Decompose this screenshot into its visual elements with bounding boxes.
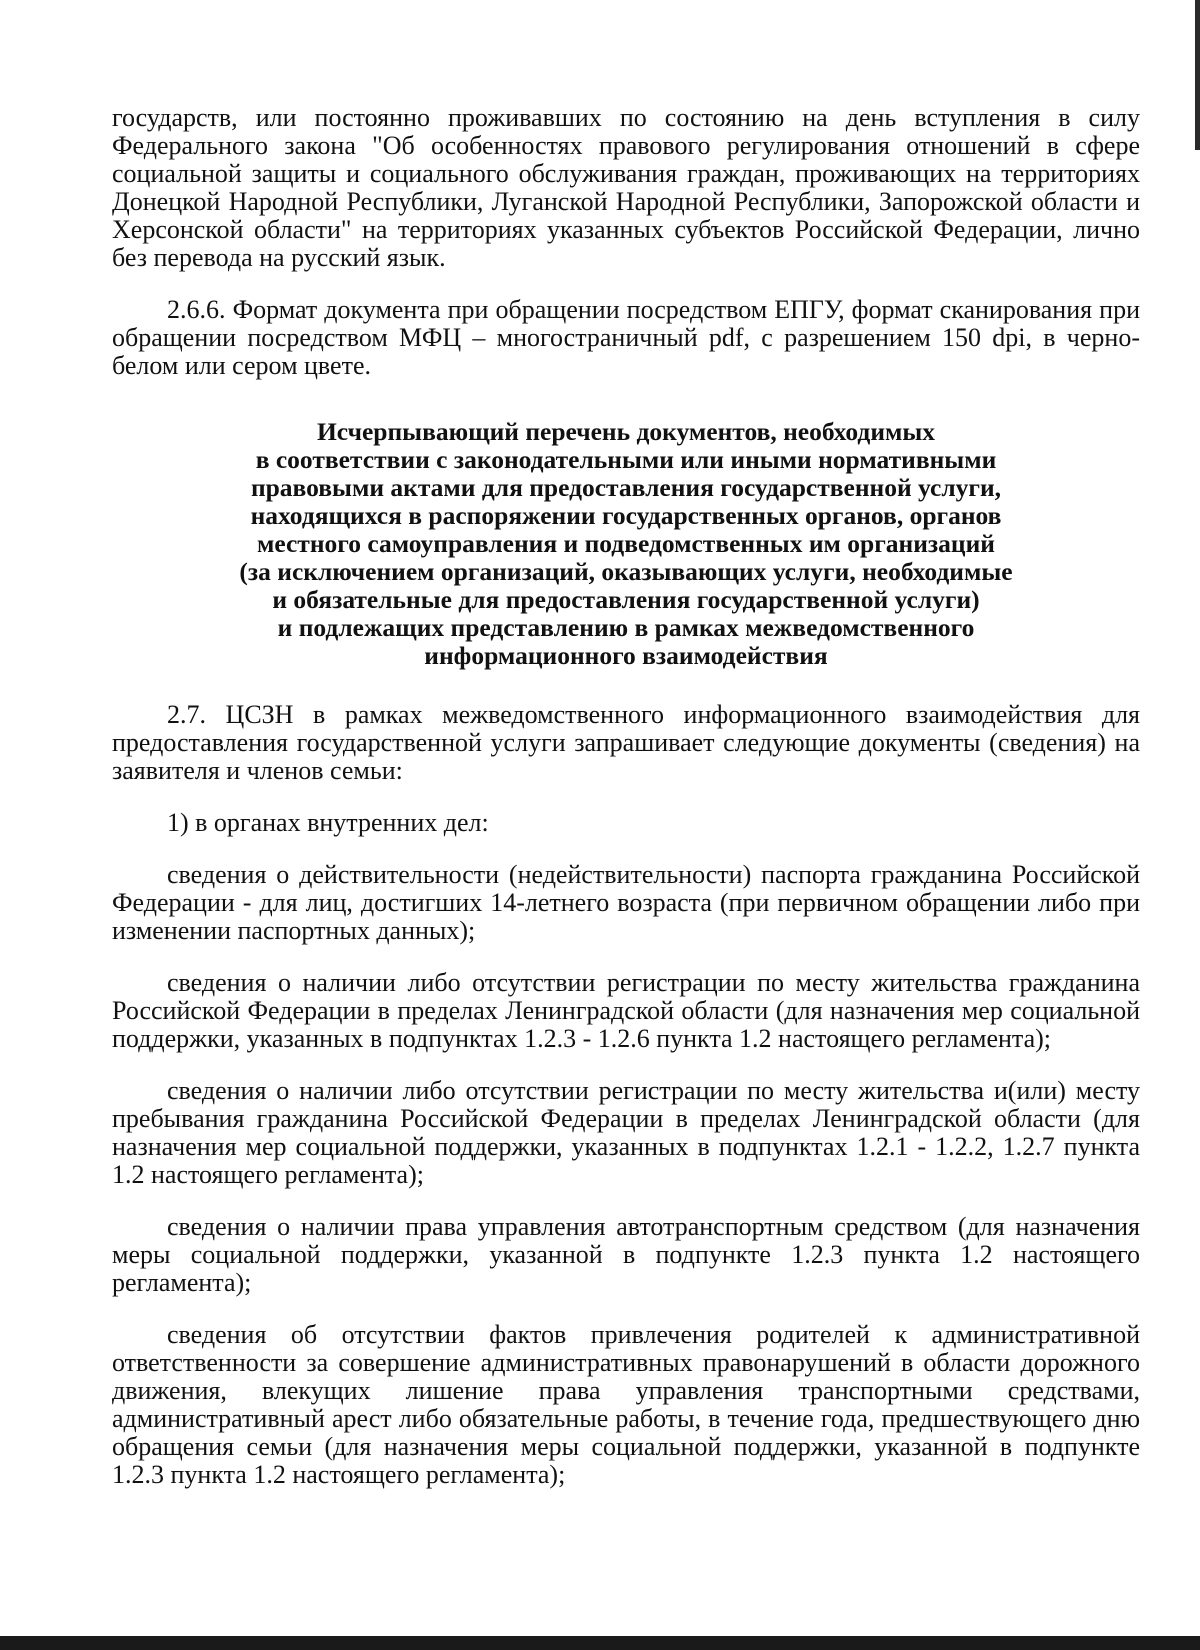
list-item-internal-affairs: 1) в органах внутренних дел: [167, 808, 489, 837]
document-body [112, 104, 1140, 1489]
paragraph-administrative-liability: сведения об отсутствии фактов привлечения родителей к административной ответственности за совершение административных правонарушений в области дорожного движения, влекущих лишение права управления транспортными средствами, административный арест либо обязательные работы, в течение года, предшествующего дню обращения семьи (для назначения меры социальной поддержки, указанной в подпункте 1.2.3 пункта 1.2 настоящего регламента); [112, 1320, 1140, 1489]
heading-line: и подлежащих представлению в рамках межведомственного [277, 613, 975, 642]
heading-line: в соответствии с законодательными или иными нормативными [255, 445, 997, 474]
heading-line: Исчерпывающий перечень документов, необходимых [316, 417, 936, 446]
paragraph-registration-residence: сведения о наличии либо отсутствии регистрации по месту жительства гражданина Российской Федерации в пределах Ленинградской области (для назначения мер социальной поддержки, указанных в подпунктах 1.2.3 - 1.2.6 пункта 1.2 настоящего регламента); [112, 968, 1140, 1053]
heading-line: информационного взаимодействия [424, 641, 828, 670]
scan-edge-bottom [0, 1636, 1200, 1650]
paragraph-registration-stay: сведения о наличии либо отсутствии регистрации по месту жительства и(или) месту пребывания гражданина Российской Федерации в пределах Ленинградской области (для назначения мер социальной поддержки, указанных в подпунктах 1.2.1 - 1.2.2, 1.2.7 пункта 1.2 настоящего регламента); [112, 1076, 1140, 1189]
paragraph-passport-validity: сведения о действительности (недействительности) паспорта гражданина Российской Федерации - для лиц, достигших 14-летнего возраста (при первичном обращении либо при изменении паспортных данных); [112, 860, 1140, 945]
heading-line: находящихся в распоряжении государственных органов, органов [250, 501, 1002, 530]
paragraph-2-7: 2.7. ЦСЗН в рамках межведомственного информационного взаимодействия для предоставления государственной услуги запрашивает следующие документы (сведения) на заявителя и членов семьи: [112, 700, 1140, 785]
paragraph-driving-rights: сведения о наличии права управления автотранспортным средством (для назначения меры социальной поддержки, указанной в подпункте 1.2.3 пункта 1.2 настоящего регламента); [112, 1212, 1140, 1297]
heading-line: и обязательные для предоставления государственной услуги) [272, 585, 980, 614]
heading-line: правовыми актами для предоставления государственной услуги, [250, 473, 1002, 502]
scan-edge-right [1195, 0, 1200, 150]
paragraph-continuation: государств, или постоянно проживавших по состоянию на день вступления в силу Федерального закона "Об особенностях правового регулирования отношений в сфере социальной защиты и социального обслуживания граждан, проживающих на территориях Донецкой Народной Республики, Луганской Народной Республики, Запорожской области и Херсонской области" на территориях указанных субъектов Российской Федерации, лично без перевода на русский язык. [112, 103, 1140, 272]
heading-line: (за исключением организаций, оказывающих услуги, необходимые [239, 557, 1013, 586]
heading-line: местного самоуправления и подведомственных им организаций [256, 529, 995, 558]
paragraph-2-6-6: 2.6.6. Формат документа при обращении посредством ЕПГУ, формат сканирования при обращении посредством МФЦ – многостраничный pdf, с разрешением 150 dpi, в черно-белом или сером цвете. [112, 295, 1140, 380]
section-heading [112, 418, 1140, 670]
